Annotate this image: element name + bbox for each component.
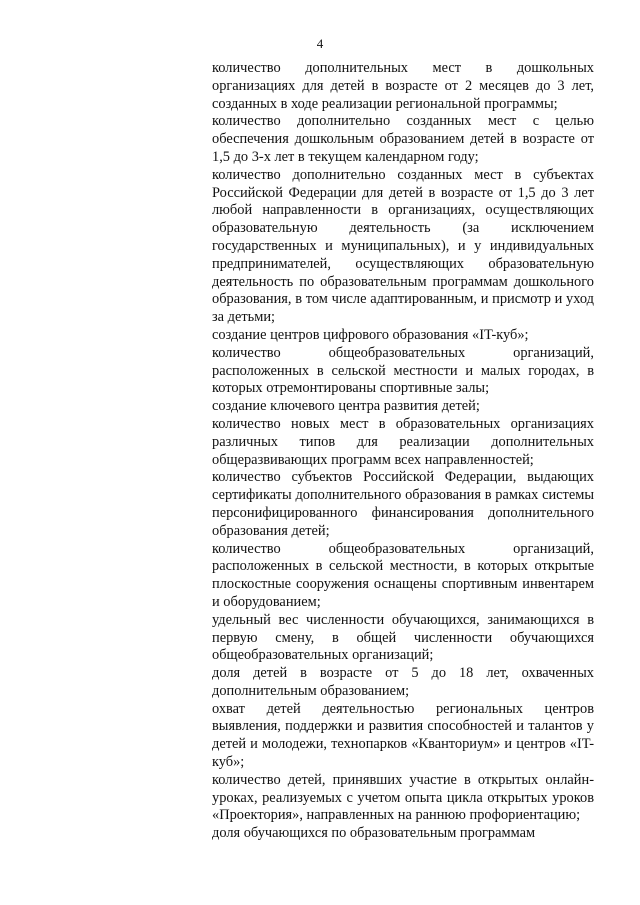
page-number: 4 — [316, 36, 324, 51]
paragraph-students-share: доля обучающихся по образовательным программам — [212, 825, 536, 842]
paragraph-outdoor-facilities: количество общеобразовательных организаций, расположенных в сельской местности, в которых открытые плоскостные сооружения оснащены спортивным инвентарем и оборудованием; — [212, 540, 594, 610]
paragraph-new-places: количество новых мест в образовательных организациях различных типов для реализации дополнительных общеразвивающих программ всех направленностей; — [212, 415, 594, 468]
paragraph-key-center: создание ключевого центра развития детей; — [212, 398, 480, 415]
paragraph-sports-halls: количество общеобразовательных организаций, расположенных в сельской местности и малых городах, в которых отремонтированы спортивные залы; — [212, 344, 594, 397]
paragraph-it-cube: создание центров цифрового образования «IT-куб»; — [212, 326, 529, 343]
paragraph-private-places: количество дополнительно созданных мест в субъектах Российской Федерации для детей в возрасте от 1,5 до 3 лет любой направленности в организациях, осуществляющих образовательную деятельность (за исключением государственных и муниципальных), и у индивидуальных предпринимателей, осуществляющих образовательную деятельность по образовательным программам дошкольного образования, в том числе адаптированным, и присмотр и уход за детьми; — [212, 166, 594, 326]
paragraph-first-shift: удельный вес численности обучающихся, занимающихся в первую смену, в общей численности обучающихся общеобразовательных организаций; — [212, 611, 594, 664]
paragraph-certificates: количество субъектов Российской Федерации, выдающих сертификаты дополнительного образования в рамках системы персонифицированного финансирования дополнительного образования детей; — [212, 469, 594, 539]
paragraph-talent-centers: охват детей деятельностью региональных центров выявления, поддержки и развития способностей и талантов у детей и молодежи, технопарков «Кванториум» и центров «IT-куб»; — [212, 700, 594, 771]
document-body — [212, 60, 594, 843]
paragraph-preschool-access: количество дополнительно созданных мест с целью обеспечения дошкольным образованием детей в возрасте от 1,5 до 3-х лет в текущем календарном году; — [212, 113, 594, 165]
paragraph-additional-education: доля детей в возрасте от 5 до 18 лет, охваченных дополнительным образованием; — [212, 665, 594, 699]
paragraph-preschool-places: количество дополнительных мест в дошкольных организациях для детей в возрасте от 2 месяцев до 3 лет, созданных в ходе реализации региональной программы; — [212, 60, 594, 112]
paragraph-online-lessons: количество детей, принявших участие в открытых онлайн-уроках, реализуемых с учетом опыта цикла открытых уроков «Проектория», направленных на раннюю профориентацию; — [212, 771, 594, 824]
